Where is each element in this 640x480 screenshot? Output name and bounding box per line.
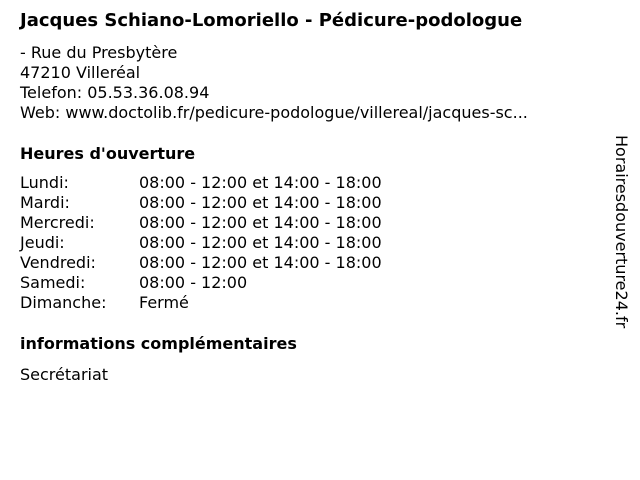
hours-row: [20, 293, 382, 313]
day-label: Vendredi:: [20, 253, 96, 272]
opening-hours-table: [20, 173, 382, 313]
day-label: Mercredi:: [20, 213, 95, 232]
day-label: Lundi:: [20, 173, 69, 192]
page-title: Jacques Schiano-Lomoriello - Pédicure-podologue: [20, 10, 523, 31]
hours-row: [20, 173, 382, 193]
city-line: 47210 Villeréal: [20, 63, 141, 82]
time-range: 08:00 - 12:00 et 14:00 - 18:00: [139, 173, 382, 192]
time-range: 08:00 - 12:00 et 14:00 - 18:00: [139, 193, 382, 212]
additional-info-heading: informations complémentaires: [20, 334, 297, 353]
additional-info-text: Secrétariat: [20, 365, 109, 384]
day-label: Jeudi:: [20, 233, 65, 252]
hours-row: [20, 213, 382, 233]
website-line: Web: www.doctolib.fr/pedicure-podologue/villereal/jacques-sc...: [20, 103, 528, 122]
phone-line: Telefon: 05.53.36.08.94: [20, 83, 210, 102]
day-label: Samedi:: [20, 273, 86, 292]
time-range: 08:00 - 12:00 et 14:00 - 18:00: [139, 253, 382, 272]
time-range: 08:00 - 12:00: [139, 273, 248, 292]
time-range: 08:00 - 12:00 et 14:00 - 18:00: [139, 213, 382, 232]
time-range: 08:00 - 12:00 et 14:00 - 18:00: [139, 233, 382, 252]
opening-hours-heading: Heures d'ouverture: [20, 144, 196, 163]
hours-row: [20, 273, 382, 293]
address-block: [20, 43, 528, 123]
hours-row: [20, 233, 382, 253]
time-range: Fermé: [139, 293, 189, 312]
hours-row: [20, 253, 382, 273]
day-label: Mardi:: [20, 193, 70, 212]
day-label: Dimanche:: [20, 293, 107, 312]
hours-row: [20, 193, 382, 213]
brand-watermark: Horairesdouverture24.fr: [612, 135, 631, 329]
street-address: - Rue du Presbytère: [20, 43, 178, 62]
